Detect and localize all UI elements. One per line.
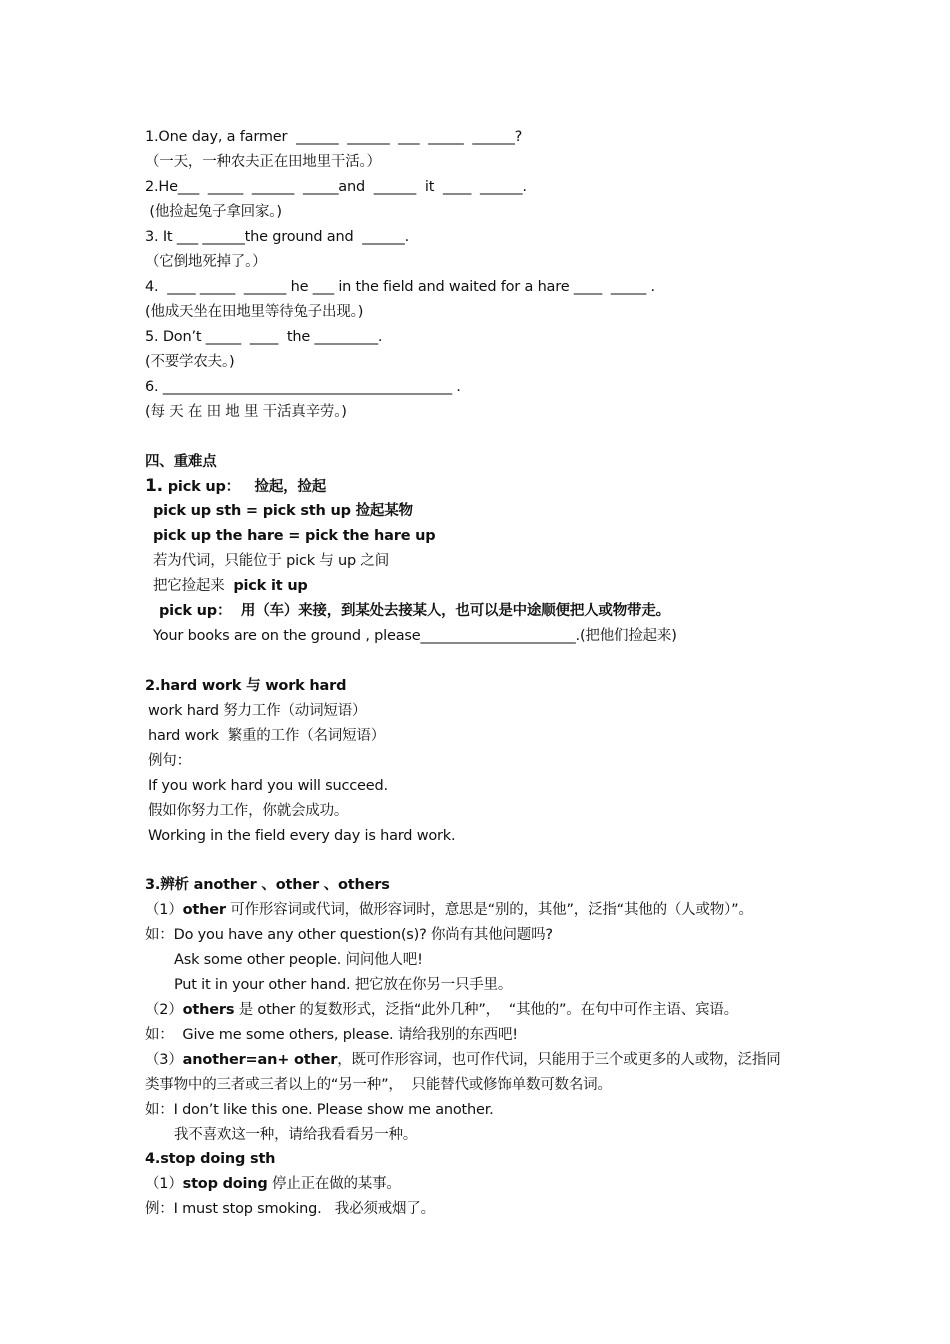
exercise-line-10: (不要学农夫。) (145, 354, 235, 370)
pickup-line-1: pick up sth = pick sth up 捡起某物 (153, 503, 413, 519)
hardwork-line-2: hard work 繁重的工作（名词短语） (148, 728, 386, 744)
pickup-line-4-cn: 把它捡起来 (153, 578, 234, 594)
another-example-5: 如：I don’t like this one. Please show me another. (145, 1102, 494, 1118)
exercise-line-2: （一天，一种农夫正在田地里干活。） (145, 154, 381, 170)
another-title: 3.辨析 another 、other 、others (145, 877, 390, 893)
exercise-line-4: (他捡起兔子拿回家。) (145, 204, 282, 220)
pickup-line-4 (153, 574, 308, 598)
another-para-1-num: （1） (145, 902, 183, 918)
exercise-line-7: 4. ____ _____ ______ he ___ in the field and waited for a hare ____ _____ . (145, 279, 655, 295)
hardwork-line-4: If you work hard you will succeed. (148, 778, 388, 794)
another-example-2: Ask some other people. 问问他人吧! (174, 952, 423, 968)
pickup-title-number: 1. (145, 476, 163, 496)
hardwork-line-3: 例句： (148, 753, 191, 769)
another-example-1: 如：Do you have any other question(s)? 你尚有其他问题吗? (145, 927, 553, 943)
exercise-line-3: 2.He___ _____ ______ _____and ______ it ____ ______. (145, 179, 527, 195)
section-heading: 四、重难点 (145, 454, 217, 470)
pickup-line-4-en: pick it up (233, 578, 308, 594)
exercise-line-5: 3. It ___ ______the ground and ______. (145, 229, 409, 245)
another-para-1 (145, 898, 753, 922)
exercise-line-12: (每 天 在 田 地 里 干活真辛劳。) (145, 404, 347, 420)
another-para-2-term: others (182, 1002, 235, 1018)
hardwork-title: 2.hard work 与 work hard (145, 678, 347, 694)
pickup-line-6: Your books are on the ground , please______________________.(把他们捡起来) (153, 628, 677, 644)
stopdoing-para-1-text: 停止正在做的某事。 (267, 1176, 401, 1192)
another-para-2-num: （2） (145, 1002, 183, 1018)
stopdoing-para-1 (145, 1172, 401, 1196)
stopdoing-para-1-num: （1） (145, 1176, 183, 1192)
another-para-3-text: ，既可作形容词，也可作代词，只能用于三个或更多的人或物，泛指同 (337, 1052, 781, 1068)
exercise-line-6: （它倒地死掉了。） (145, 254, 267, 270)
exercise-line-8: (他成天坐在田地里等待兔子出现。) (145, 304, 364, 320)
another-para-2 (145, 998, 738, 1022)
pickup-line-2: pick up the hare = pick the hare up (153, 528, 436, 544)
hardwork-line-6: Working in the field every day is hard work. (148, 828, 456, 844)
exercise-line-1: 1.One day, a farmer ______ ______ ___ _____ ______? (145, 129, 523, 145)
another-para-3-num: （3） (145, 1052, 183, 1068)
exercise-line-9: 5. Don’t _____ ____ the _________. (145, 329, 383, 345)
stopdoing-example-1: 例：I must stop smoking. 我必须戒烟了。 (145, 1201, 435, 1217)
stopdoing-para-1-term: stop doing (182, 1176, 268, 1192)
hardwork-line-5: 假如你努力工作，你就会成功。 (148, 803, 349, 819)
hardwork-line-1: work hard 努力工作（动词短语） (148, 703, 367, 719)
pickup-line-3: 若为代词，只能位于 pick 与 up 之间 (153, 553, 390, 569)
another-para-1-term: other (182, 902, 226, 918)
another-example-4: 如： Give me some others, please. 请给我别的东西吧! (145, 1027, 518, 1043)
stopdoing-title: 4.stop doing sth (145, 1151, 276, 1167)
pickup-line-5: pick up： 用（车）来接，到某处去接某人，也可以是中途顺便把人或物带走。 (159, 603, 670, 619)
another-para-3-term: another=an+ other (182, 1052, 338, 1068)
pickup-title-text: pick up： 捡起，捡起 (162, 479, 327, 495)
another-para-1-text: 可作形容词或代词，做形容词时，意思是“别的，其他”，泛指“其他的（人或物）”。 (225, 902, 753, 918)
another-example-6: 我不喜欢这一种，请给我看看另一种。 (174, 1127, 418, 1143)
another-para-3 (145, 1048, 781, 1072)
pickup-title (145, 474, 326, 499)
exercise-line-11: 6. _________________________________________ . (145, 379, 461, 395)
another-para-3-cont: 类事物中的三者或三者以上的“另一种”， 只能替代或修饰单数可数名词。 (145, 1077, 612, 1093)
another-para-2-text: 是 other 的复数形式，泛指“此外几种”， “其他的”。在句中可作主语、宾语。 (234, 1002, 738, 1018)
another-example-3: Put it in your other hand. 把它放在你另一只手里。 (174, 977, 513, 993)
